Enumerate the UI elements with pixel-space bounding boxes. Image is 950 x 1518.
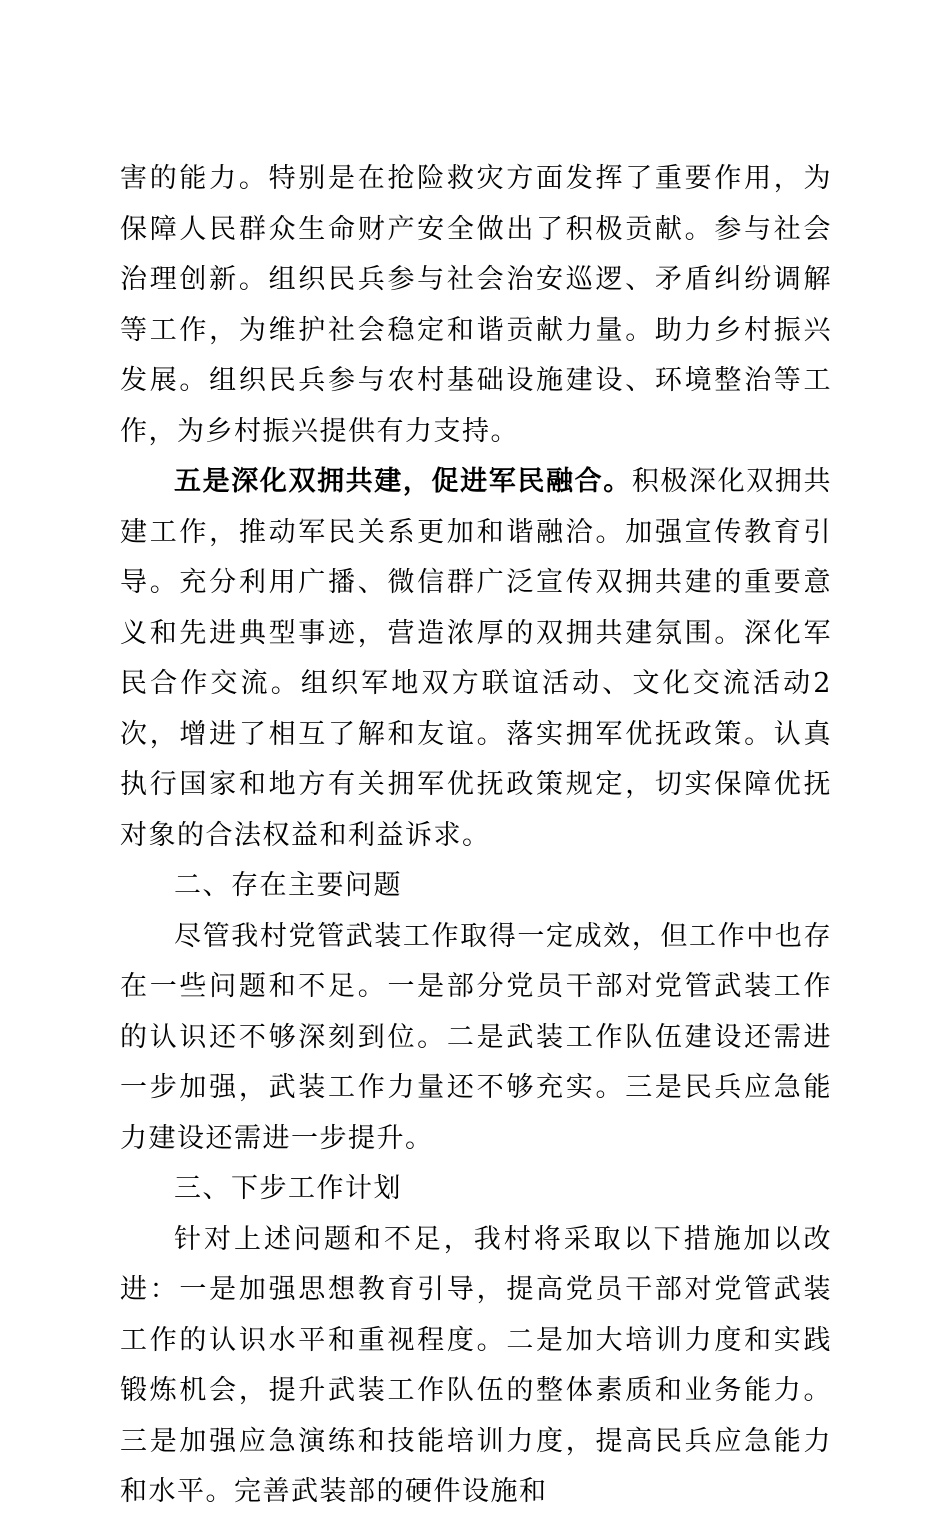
- paragraph-problems: 尽管我村党管武装工作取得一定成效，但工作中也存在一些问题和不足。一是部分党员干部对党管武装工作的认识还不够深刻到位。二是武装工作队伍建设还需进一步加强，武装工作力量还不够充实。三是民兵应急能力建设还需进一步提升。: [120, 920, 832, 1154]
- section-heading-problems: 二、存在主要问题: [174, 870, 402, 901]
- section-heading-plan: 三、下步工作计划: [174, 1173, 402, 1204]
- paragraph-plan: 针对上述问题和不足，我村将采取以下措施加以改进：一是加强思想教育引导，提高党员干部对党管武装工作的认识水平和重视程度。二是加大培训力度和实践锻炼机会，提升武装工作队伍的整体素质和业务能力。三是加强应急演练和技能培训力度，提高民兵应急能力和水平。完善武装部的硬件设施和: [120, 1223, 832, 1507]
- paragraph-continued: 害的能力。特别是在抢险救灾方面发挥了重要作用，为保障人民群众生命财产安全做出了积极贡献。参与社会治理创新。组织民兵参与社会治安巡逻、矛盾纠纷调解等工作，为维护社会稳定和谐贡献力量。助力乡村振兴发展。组织民兵参与农村基础设施建设、环境整治等工作，为乡村振兴提供有力支持。: [120, 163, 832, 447]
- paragraph-five: [120, 457, 832, 861]
- paragraph-five-body: 积极深化双拥共建工作，推动军民关系更加和谐融洽。加强宣传教育引导。充分利用广播、微信群广泛宣传双拥共建的重要意义和先进典型事迹，营造浓厚的双拥共建氛围。深化军民合作交流。组织军地双方联谊活动、文化交流活动2次，增进了相互了解和友谊。落实拥军优抚政策。认真执行国家和地方有关拥军优抚政策规定，切实保障优抚对象的合法权益和利益诉求。: [120, 466, 833, 851]
- paragraph-five-lead: 五是深化双拥共建，促进军民融合。: [174, 466, 632, 497]
- document-body: [120, 154, 832, 1518]
